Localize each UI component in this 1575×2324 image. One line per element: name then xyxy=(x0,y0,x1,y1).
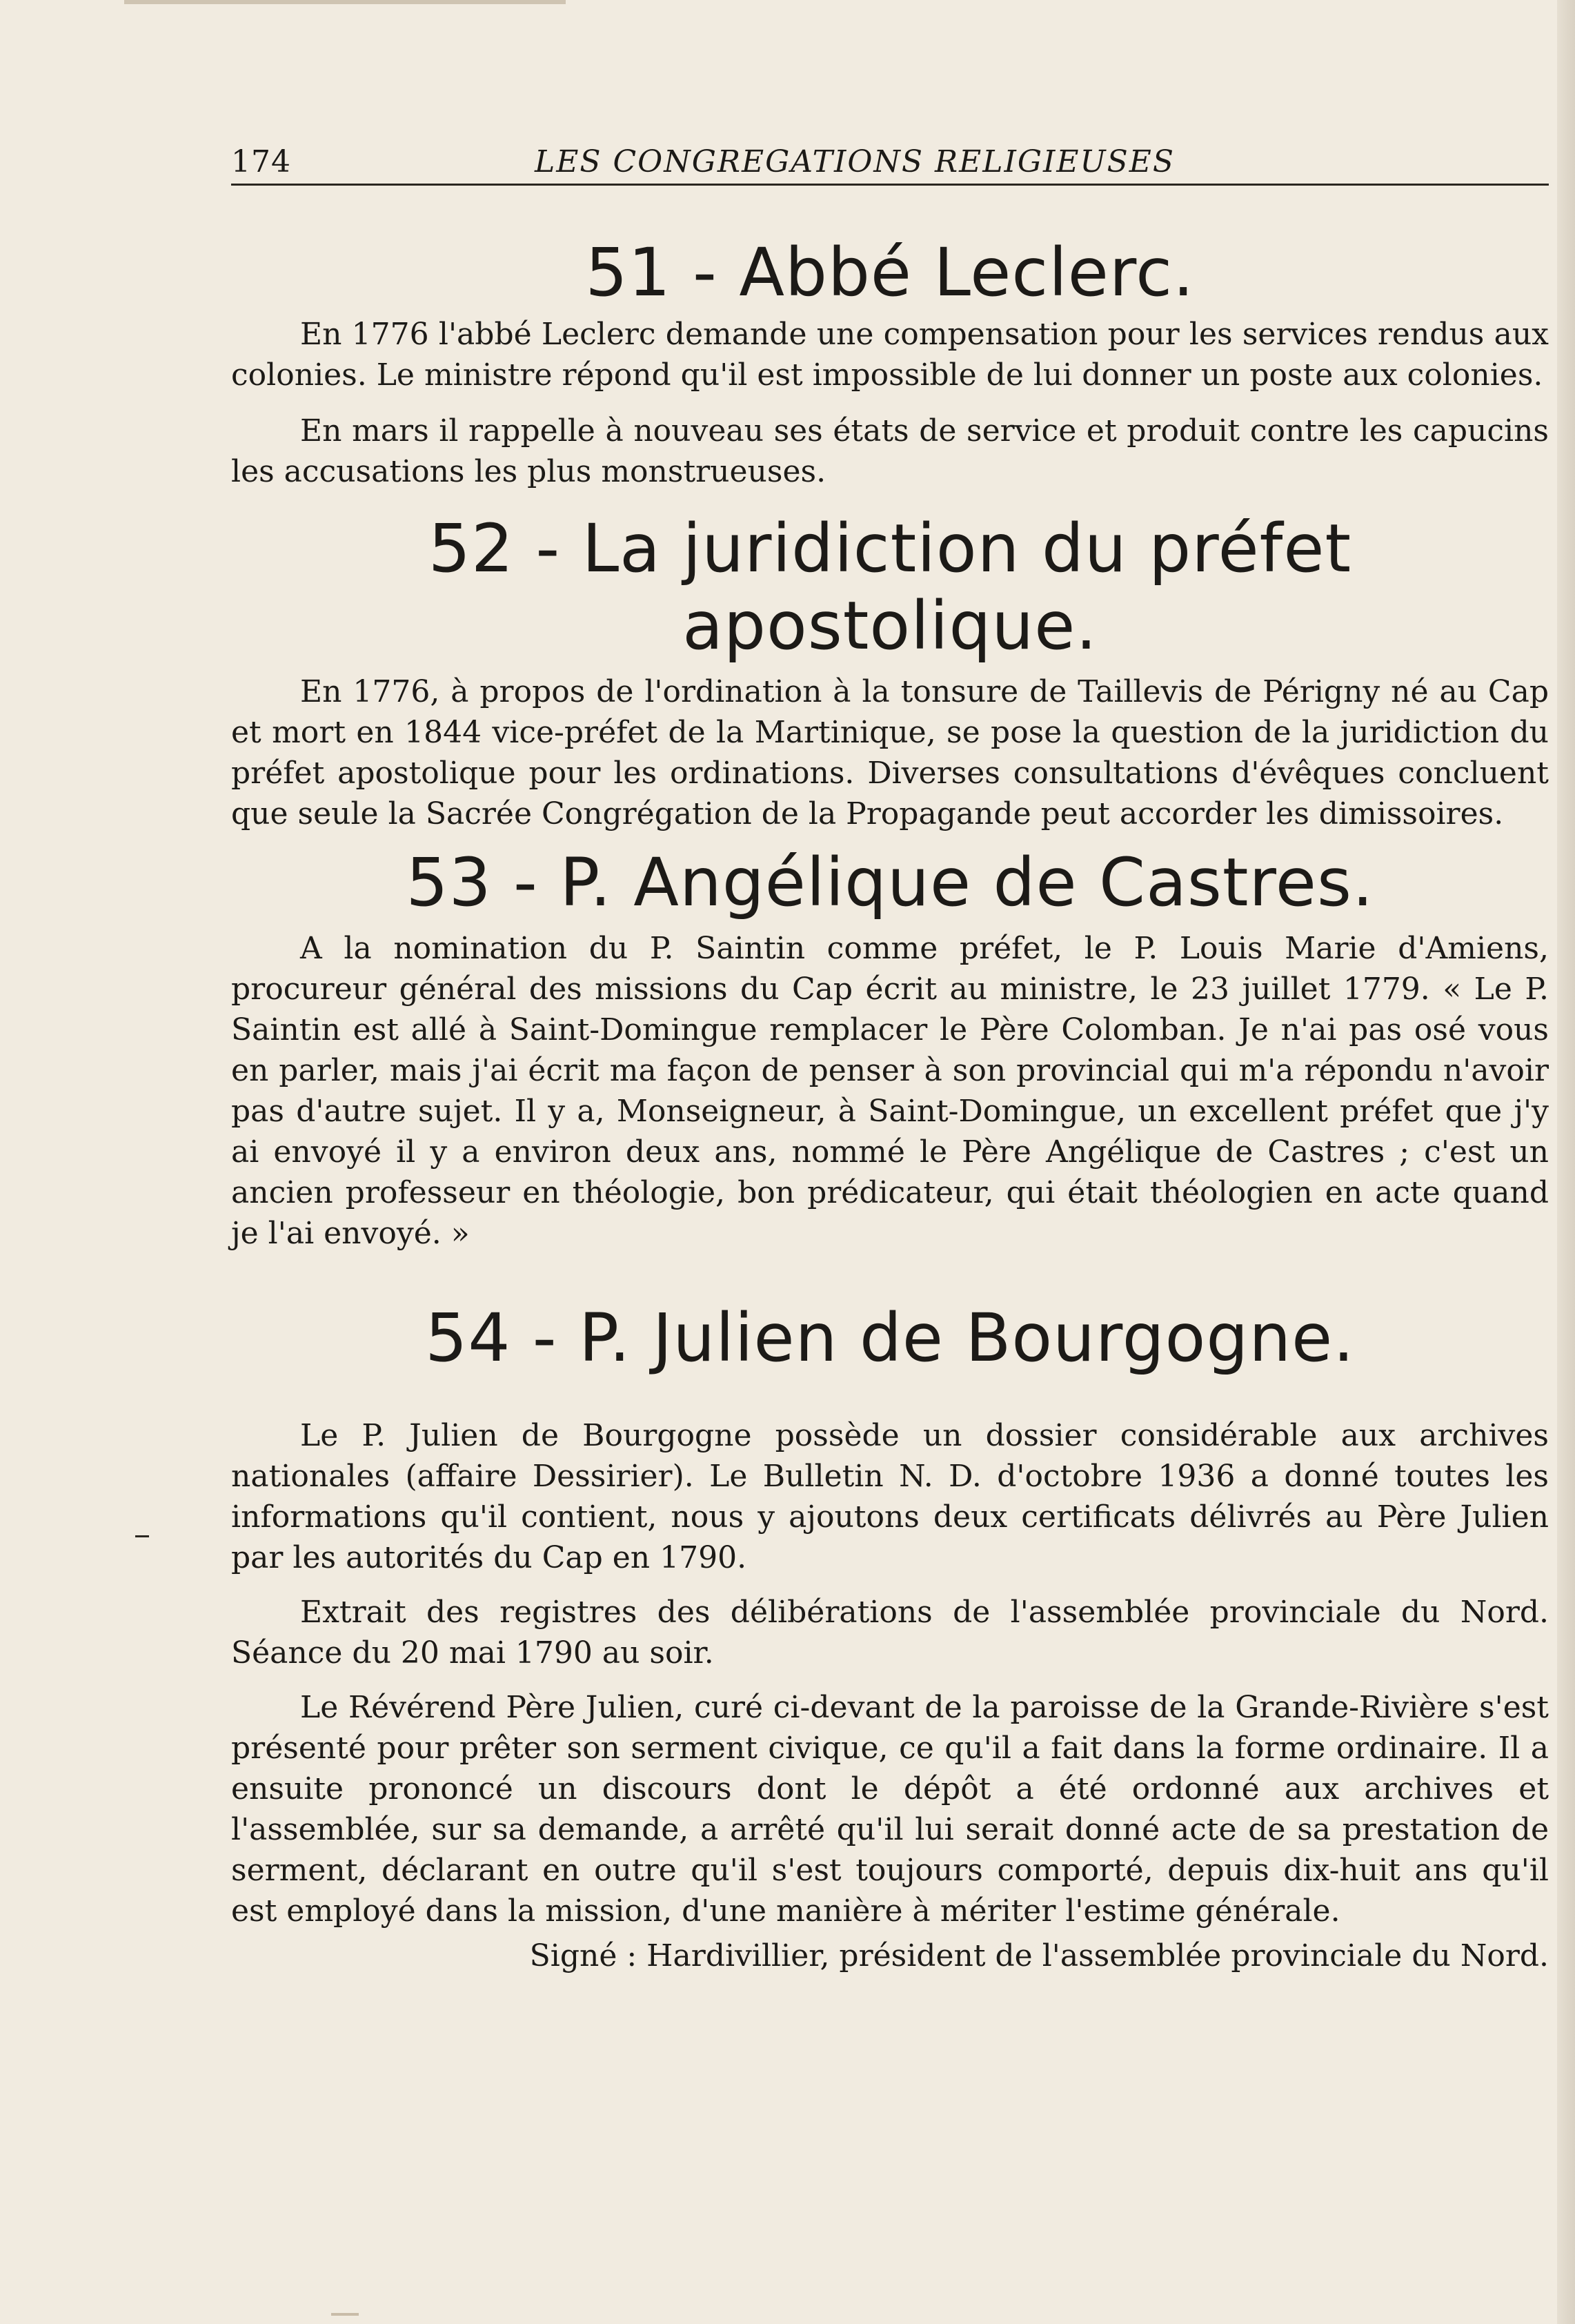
paragraph-51-2: En mars il rappelle à nouveau ses états de service et produit contre les capucins les accusations les plus monstrueuses. xyxy=(231,413,1549,489)
paragraph-54-2: Extrait des registres des délibérations de l'assemblée provinciale du Nord. Séance du 20 mai 1790 au soir. xyxy=(231,1595,1549,1671)
page-content xyxy=(231,131,1549,1976)
margin-mark xyxy=(135,1535,149,1537)
page-number: 174 xyxy=(231,144,291,179)
paragraph-53-1: A la nomination du P. Saintin comme préfet, le P. Louis Marie d'Amiens, procureur général des missions du Cap écrit au ministre, le 23 juillet 1779. « Le P. Saintin est allé à Saint-Domingue remplacer le Père Colomban. Je n'ai pas osé vous en parler, mais j'ai écrit ma façon de penser à son provincial qui m'a répondu n'avoir pas d'autre sujet. Il y a, Monseigneur, à Saint-Domingue, un excellent préfet que j'y ai envoyé il y a environ deux ans, nommé le Père Angélique de Castres ; c'est un ancien professeur en théologie, bon prédicateur, qui était théologien en acte quand je l'ai envoyé. » xyxy=(231,931,1549,1251)
running-head: LES CONGREGATIONS RELIGIEUSES xyxy=(535,144,1176,179)
scan-edge-top xyxy=(124,0,566,4)
signature-line: Signé : Hardivillier, président de l'assemblée provinciale du Nord. xyxy=(529,1938,1549,1973)
foot-mark xyxy=(331,2313,359,2316)
section-title-54: 54 - P. Julien de Bourgogne. xyxy=(425,1299,1355,1377)
section-title-53: 53 - P. Angélique de Castres. xyxy=(406,844,1374,921)
scan-edge-right xyxy=(1557,0,1575,2324)
paragraph-54-1: Le P. Julien de Bourgogne possède un dossier considérable aux archives nationales (affaire Dessirier). Le Bulletin N. D. d'octobre 1936 a donné toutes les informations qu'il contient, nous y ajoutons deux certificats délivrés au Père Julien par les autorités du Cap en 1790. xyxy=(231,1418,1549,1575)
page-header xyxy=(231,131,1549,186)
paragraph-52-1: En 1776, à propos de l'ordination à la tonsure de Taillevis de Périgny né au Cap et mort en 1844 vice-préfet de la Martinique, se pose la question de la juridiction du préfet apostolique pour les ordinations. Diverses consultations d'évêques concluent que seule la Sacrée Congrégation de la Propagande peut accorder les dimissoires. xyxy=(231,674,1549,831)
paragraph-51-1: En 1776 l'abbé Leclerc demande une compensation pour les services rendus aux colonies. Le ministre répond qu'il est impossible de lui donner un poste aux colonies. xyxy=(231,317,1549,393)
paragraph-54-3: Le Révérend Père Julien, curé ci-devant de la paroisse de la Grande-Rivière s'est présenté pour prêter son serment civique, ce qu'il a fait dans la forme ordinaire. Il a ensuite prononcé un discours dont le dépôt a été ordonné aux archives et l'assemblée, sur sa demande, a arrêté qu'il lui serait donné acte de sa prestation de serment, déclarant en outre qu'il s'est toujours comporté, depuis dix-huit ans qu'il est employé dans la mission, d'une manière à mériter l'estime générale. xyxy=(231,1690,1549,1929)
section-title-51: 51 - Abbé Leclerc. xyxy=(585,234,1195,311)
section-title-52: 52 - La juridiction du préfet apostolique. xyxy=(428,510,1352,664)
